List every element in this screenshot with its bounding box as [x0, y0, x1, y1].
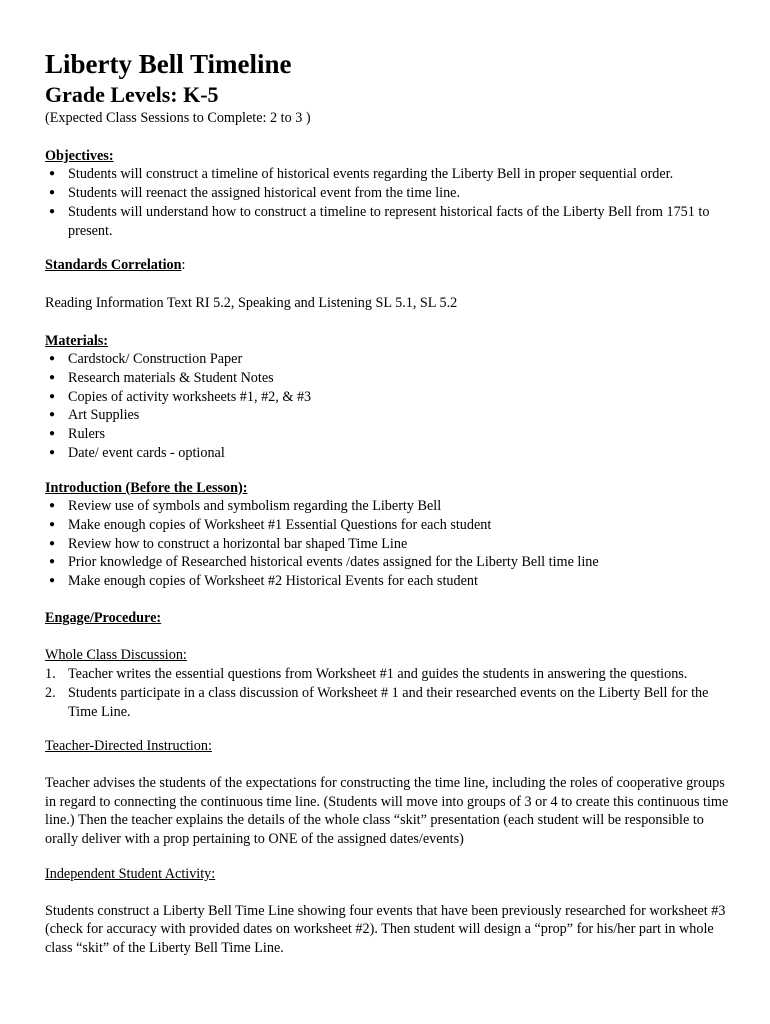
- bullet-icon: ●: [48, 446, 56, 458]
- bullet-icon: ●: [48, 168, 56, 180]
- list-item: ● Copies of activity worksheets #1, #2, & #3: [45, 388, 730, 407]
- list-item: ● Rulers: [45, 425, 730, 444]
- bullet-icon: ●: [48, 575, 56, 587]
- bullet-icon: ●: [48, 205, 56, 217]
- whole-class-heading: Whole Class Discussion:: [45, 647, 187, 664]
- list-item: ● Make enough copies of Worksheet #1 Essential Questions for each student: [45, 516, 730, 535]
- bullet-icon: ●: [48, 409, 56, 421]
- bullet-icon: ●: [48, 372, 56, 384]
- grade-levels: Grade Levels: K-5: [45, 82, 219, 107]
- introduction-heading: Introduction (Before the Lesson):: [45, 479, 248, 496]
- introduction-list: [45, 497, 730, 591]
- independent-heading: Independent Student Activity:: [45, 865, 216, 882]
- standards-colon: :: [181, 257, 186, 274]
- bullet-icon: ●: [48, 187, 56, 199]
- list-item: ● Cardstock/ Construction Paper: [45, 350, 730, 369]
- independent-text: Students construct a Liberty Bell Time Line showing four events that have been previously researched for worksheet #3 (check for accuracy with provided dates on worksheet #2). Then student will design a “prop” for his/her part in whole class “skit” of the Liberty Bell Time Line.: [45, 902, 726, 956]
- list-item: ● Research materials & Student Notes: [45, 369, 730, 388]
- objectives-section: [45, 147, 730, 241]
- engage-section: [45, 609, 730, 958]
- list-item: ● Make enough copies of Worksheet #2 Historical Events for each student: [45, 572, 730, 591]
- bullet-icon: ●: [48, 518, 56, 530]
- list-item: ● Art Supplies: [45, 406, 730, 425]
- materials-section: [45, 332, 730, 463]
- list-item: ● Review use of symbols and symbolism regarding the Liberty Bell: [45, 497, 730, 516]
- engage-heading: Engage/Procedure:: [45, 609, 162, 626]
- list-item: ● Students will reenact the assigned historical event from the time line.: [45, 184, 730, 203]
- teacher-directed-text: Teacher advises the students of the expectations for constructing the time line, including the roles of cooperative groups in regard to connecting the continuous time line. (Students will move into groups of 3 or 4 to create this continuous time line.) Then the teacher explains the details of the whole class “skit” presentation (each student will be responsible to orally deliver with a prop pertaining to ONE of the assigned dates/events): [45, 774, 729, 848]
- standards-heading: Standards Correlation: [45, 257, 182, 274]
- list-item: 1. Teacher writes the essential questions from Worksheet #1 and guides the students in answering the questions.: [45, 666, 688, 683]
- list-item: 2. Students participate in a class discussion of Worksheet # 1 and their researched events on the Liberty Bell for the Time Line.: [45, 684, 709, 720]
- bullet-icon: ●: [48, 500, 56, 512]
- materials-heading: Materials:: [45, 332, 109, 349]
- bullet-icon: ●: [48, 390, 56, 402]
- introduction-section: [45, 479, 730, 591]
- whole-class-list: [45, 665, 730, 721]
- bullet-icon: ●: [48, 428, 56, 440]
- bullet-icon: ●: [48, 556, 56, 568]
- document-title: Liberty Bell Timeline: [45, 49, 292, 79]
- list-item: ● Review how to construct a horizontal bar shaped Time Line: [45, 535, 730, 554]
- list-item: ● Prior knowledge of Researched historical events /dates assigned for the Liberty Bell time line: [45, 553, 730, 572]
- list-item: ● Students will understand how to construct a timeline to represent historical facts of the Liberty Bell from 1751 to present.: [45, 203, 730, 240]
- standards-section: [45, 256, 730, 312]
- standards-heading-line: [45, 256, 730, 275]
- standards-text: Reading Information Text RI 5.2, Speaking and Listening SL 5.1, SL 5.2: [45, 294, 458, 311]
- objectives-heading: Objectives:: [45, 147, 114, 164]
- objectives-list: [45, 165, 730, 240]
- materials-list: [45, 350, 730, 462]
- bullet-icon: ●: [48, 537, 56, 549]
- list-item: ● Date/ event cards - optional: [45, 444, 730, 463]
- bullet-icon: ●: [48, 353, 56, 365]
- expected-sessions: (Expected Class Sessions to Complete: 2 to 3 ): [45, 110, 311, 126]
- teacher-directed-heading: Teacher-Directed Instruction:: [45, 738, 212, 755]
- list-item: ● Students will construct a timeline of historical events regarding the Liberty Bell in proper sequential order.: [45, 165, 730, 184]
